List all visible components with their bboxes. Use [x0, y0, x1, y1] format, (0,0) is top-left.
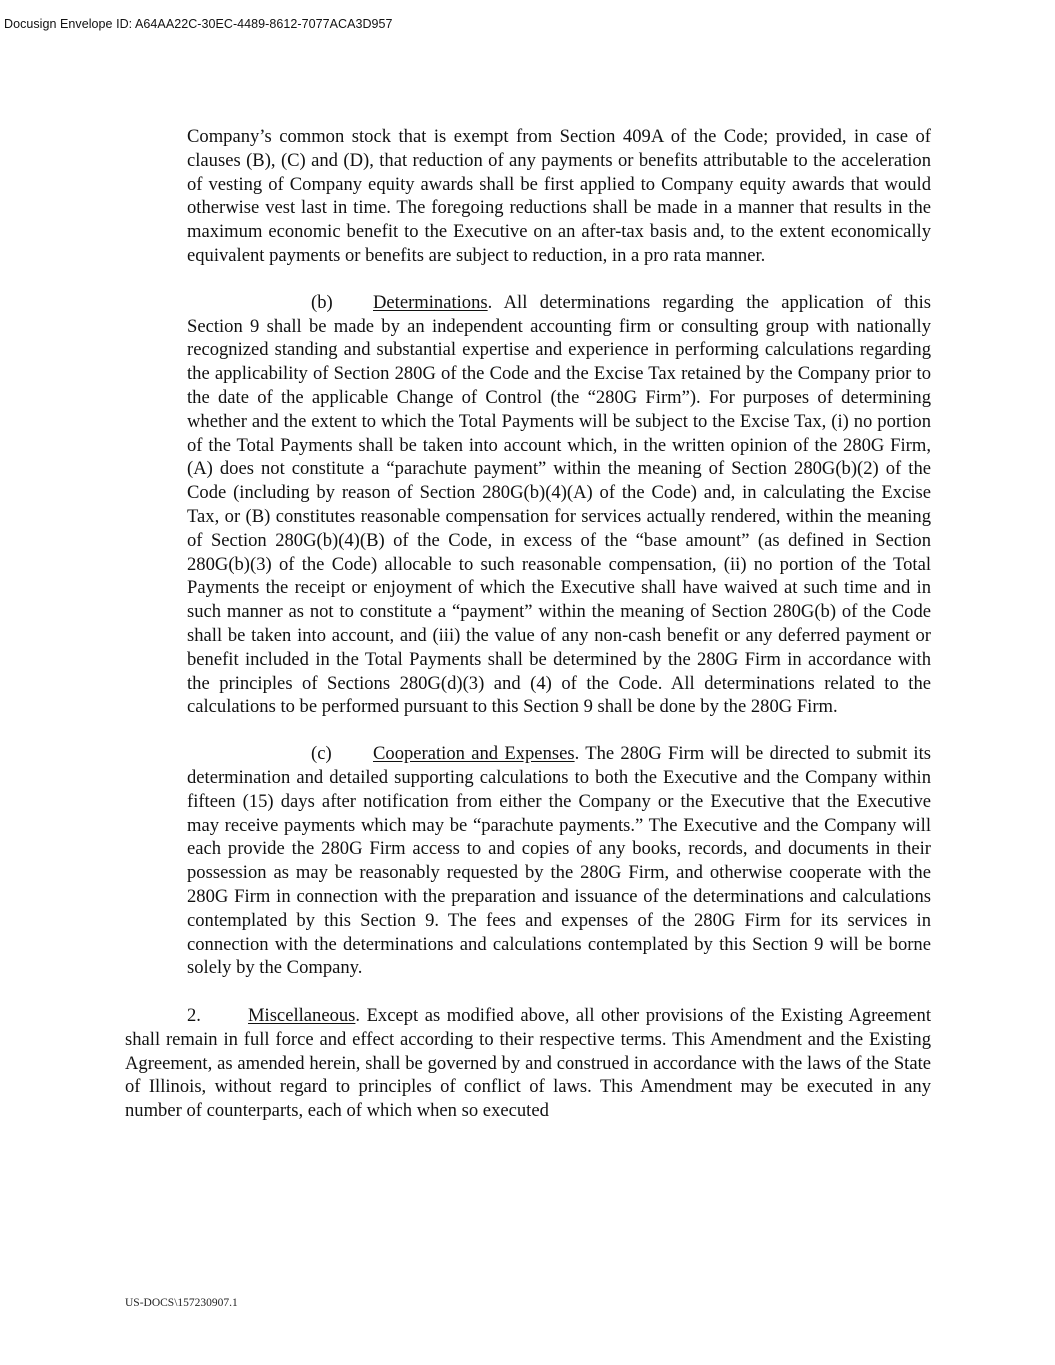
docusign-envelope-id: Docusign Envelope ID: A64AA22C-30EC-4489-8612-7077ACA3D957: [4, 17, 393, 31]
section-c-paragraph: [187, 742, 931, 980]
section-2-heading: Miscellaneous: [248, 1005, 356, 1027]
section-c-text: . The 280G Firm will be directed to submit its determination and detailed supporting calculations to both the Executive and the Company within fifteen (15) days after notification from either the Company or the Executive that the Executive may receive payments which may be “parachute payments.” The Executive and the Company will each provide the 280G Firm access to and copies of any books, records, and documents in their possession as may be reasonably requested by the 280G Firm, and otherwise cooperate with the 280G Firm in connection with the preparation and issuance of the determinations and calculations contemplated by this Section 9. The fees and expenses of the 280G Firm for its services in connection with the determinations and calculations contemplated by this Section 9 will be borne solely by the Company.: [187, 743, 931, 979]
section-c-label: (c): [311, 743, 332, 765]
section-c-heading: Cooperation and Expenses: [373, 743, 575, 765]
section-b-heading: Determinations: [373, 291, 488, 313]
continuation-paragraph: Company’s common stock that is exempt from Section 409A of the Code; provided, in case of clauses (B), (C) and (D), that reduction of any payments or benefits attributable to the acceleration of vesting of Company equity awards shall be first applied to Company equity awards that would otherwise vest last in time. The foregoing reductions shall be made in a manner that results in the maximum economic benefit to the Executive on an after-tax basis and, to the extent economically equivalent payments or benefits are subject to reduction, in a pro rata manner.: [187, 126, 931, 266]
section-2-text: . Except as modified above, all other provisions of the Existing Agreement shall remain in full force and effect according to their respective terms. This Amendment and the Existing Agreement, as amended herein, shall be governed by and construed in accordance with the laws of the State of Illinois, without regard to principles of conflict of laws. This Amendment may be executed in any number of counterparts, each of which when so executed: [125, 1005, 931, 1122]
section-2-paragraph: [125, 1004, 931, 1123]
footer-document-id: US-DOCS\157230907.1: [125, 1297, 238, 1309]
section-b-text: . All determinations regarding the application of this Section 9 shall be made by an independent accounting firm or consulting group with nationally recognized standing and substantial expertise and experience in performing calculations regarding the applicability of Section 280G of the Code and the Excise Tax retained by the Company prior to the date of the applicable Change of Control (the “280G Firm”). For purposes of determining whether and the extent to which the Total Payments will be subject to the Excise Tax, (i) no portion of the Total Payments shall be taken into account which, in the written opinion of the 280G Firm, (A) does not constitute a “parachute payment” within the meaning of Section 280G(b)(2) of the Code (including by reason of Section 280G(b)(4)(A) of the Code) and, in calculating the Excise Tax, or (B) constitutes reasonable compensation for services actually rendered, within the meaning of Section 280G(b)(4)(B) of the Code, in excess of the “base amount” (as defined in Section 280G(b)(3) of the Code) allocable to such reasonable compensation, (ii) no portion of the Total Payments the receipt or enjoyment of which the Executive shall have waived at such time and in such manner as not to constitute a “payment” within the meaning of Section 280G(b) of the Code shall be taken into account, and (iii) the value of any non-cash benefit or any deferred payment or benefit included in the Total Payments shall be determined by the 280G Firm in accordance with the principles of Sections 280G(d)(3) and (4) of the Code. All determinations related to the calculations to be performed pursuant to this Section 9 shall be done by the 280G Firm.: [187, 291, 931, 718]
section-b-label: (b): [311, 291, 333, 313]
document-body: [125, 125, 931, 1123]
section-b-paragraph: [187, 291, 931, 719]
section-2-label: 2.: [187, 1005, 201, 1027]
